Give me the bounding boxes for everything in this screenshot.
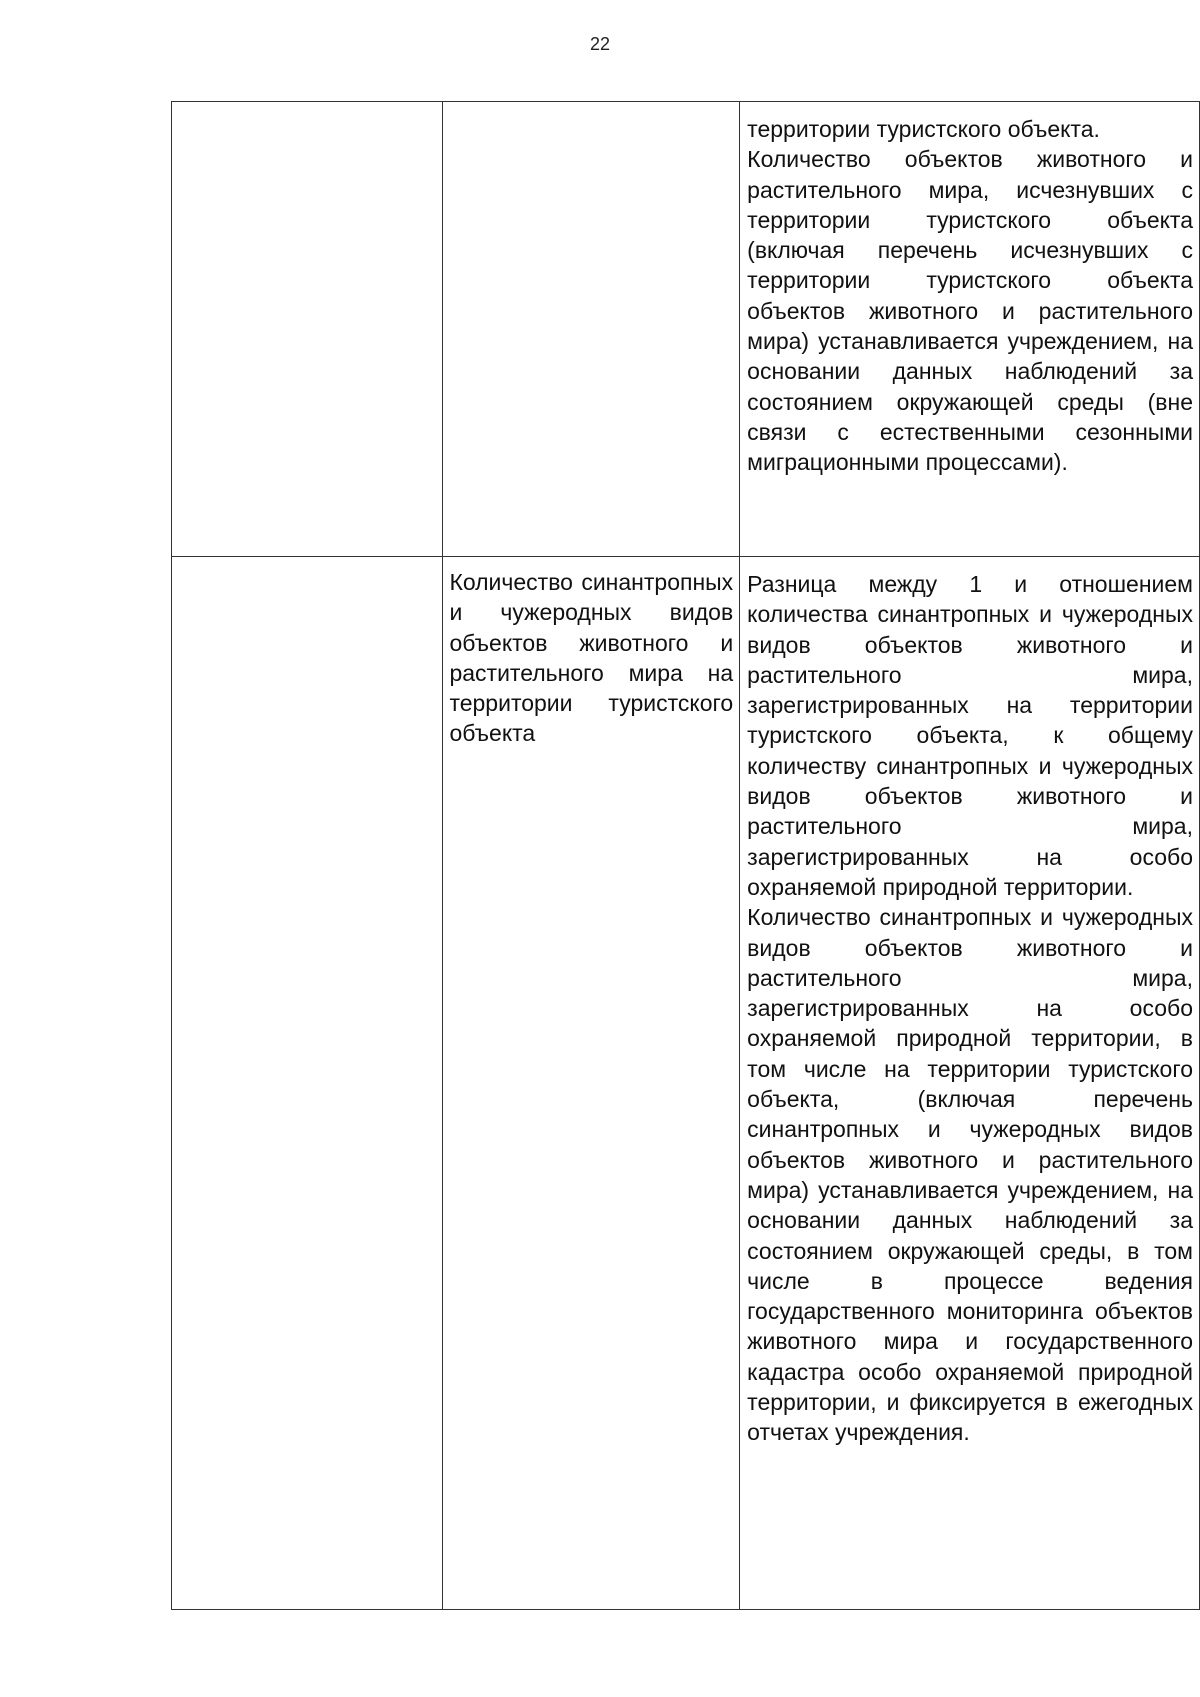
table-cell-empty [172, 102, 443, 557]
table-row [172, 102, 1200, 557]
method-cell [740, 102, 1200, 557]
method-paragraph: Количество объектов животного и растительного мира, исчезнувших с территории туристского объекта (включая перечень исчезнувших с территории туристского объекта объектов животного и растительного мира) устанавливается учреждением, на основании данных наблюдений за состоянием окружающей среды (вне связи с естественными сезонными миграционными процессами). [747, 146, 1193, 476]
page-number: 22 [589, 34, 611, 54]
indicator-name-cell [443, 557, 740, 1610]
method-paragraph: Разница между 1 и отношением количества синантропных и чужеродных видов объектов животного и растительного мира, зарегистрированных на территории туристского объекта, к общему количеству синантропных и чужеродных видов объектов животного и растительного мира, зарегистрированных на особо охраняемой природной территории. [747, 571, 1193, 900]
table-cell-empty [172, 557, 443, 1610]
indicator-name: Количество синантропных и чужеродных видов объектов животного и растительного мира на территории туристского объекта [449, 569, 734, 747]
method-paragraph: Количество синантропных и чужеродных видов объектов животного и растительного мира, зарегистрированных на особо охраняемой природной территории, в том числе на территории туристского объекта, (включая перечень синантропных и чужеродных видов объектов животного и растительного мира) устанавливается учреждением, на основании данных наблюдений за состоянием окружающей среды, в том числе в процессе ведения государственного мониторинга объектов животного мира и государственного кадастра особо охраняемой природной территории, и фиксируется в ежегодных отчетах учреждения. [747, 904, 1193, 1446]
method-cell [740, 557, 1200, 1610]
table-cell-empty [443, 102, 740, 557]
indicator-table [171, 101, 1200, 1610]
method-paragraph: территории туристского объекта. [747, 116, 1100, 142]
table-row [172, 557, 1200, 1610]
